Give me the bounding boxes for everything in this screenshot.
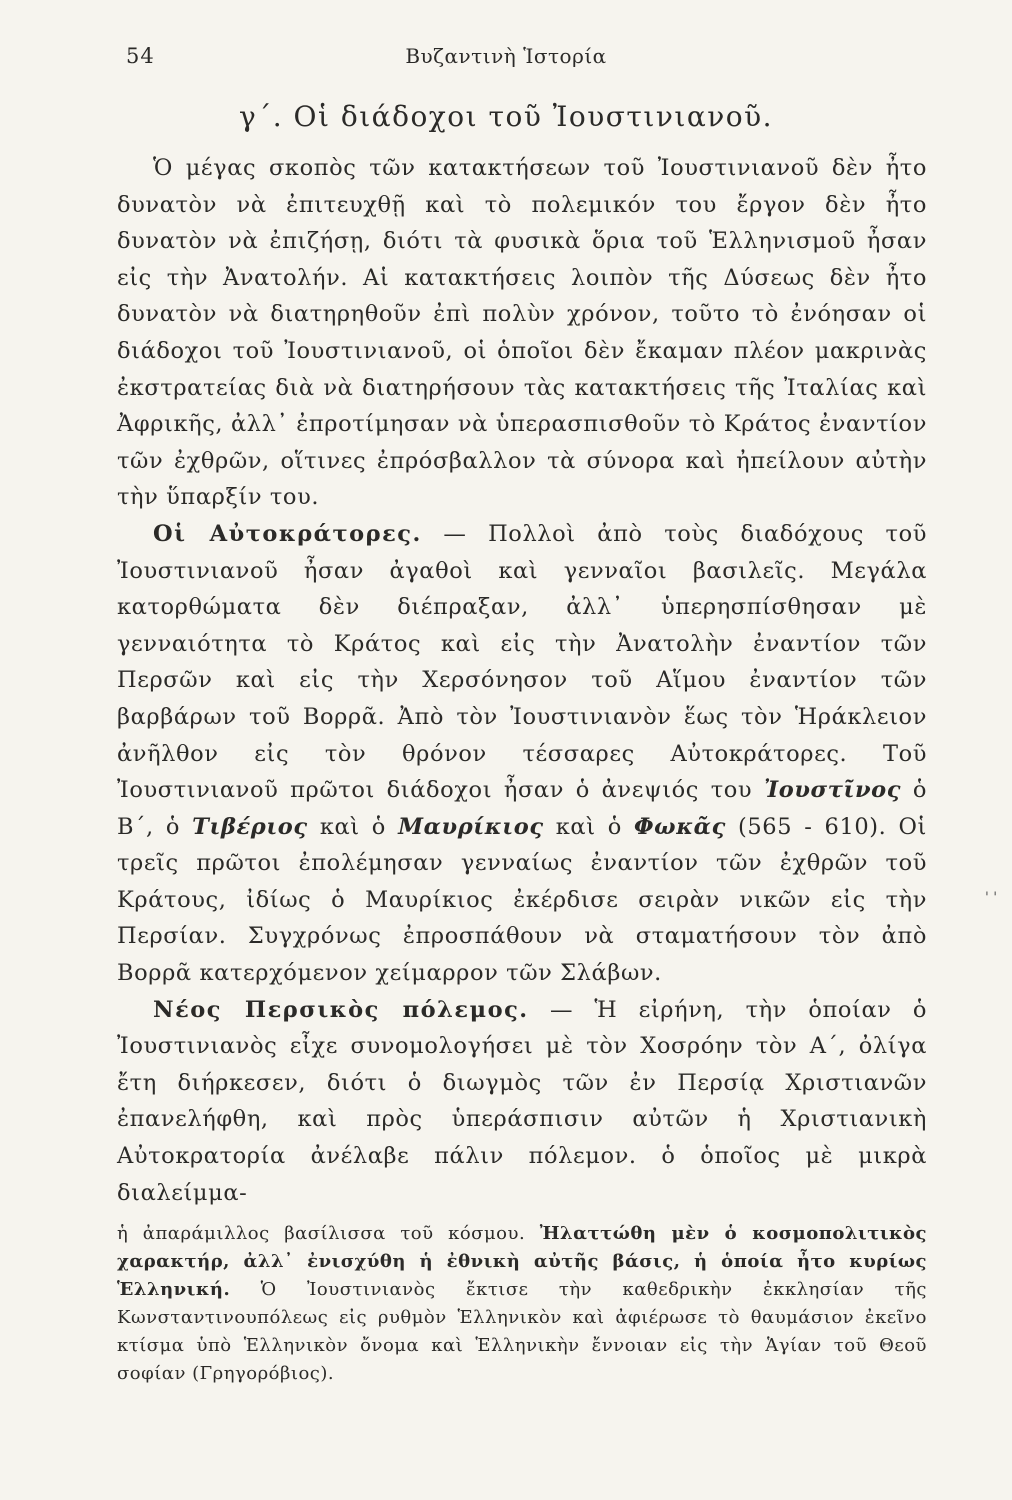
margin-mark: ' ' [985, 890, 998, 906]
paragraph-2-text-b: ὁ Β΄, ὁ [117, 777, 927, 840]
paragraph-3-text: — Ἡ εἰρήνη, τὴν ὁποίαν ὁ Ἰουστινιανὸς εἶχε συνομολογήσει μὲ τὸν Χοσρόην τὸν Α΄, ὀλίγα ἔτη διήρκεσεν, διότι ὁ διωγμὸς τῶν ἐν Περσίᾳ Χριστιανῶν ἐπανελήφθη, καὶ πρὸς ὑπεράσπισιν αὐτῶν ἡ Χριστιανικὴ Αὐτοκρατορία ἀνέλαβε πάλιν πόλεμον. ὁ ὁποῖος μὲ μικρὰ διαλείμμα- [117, 996, 927, 1206]
paragraph-2-text-c: καὶ ὁ [319, 813, 386, 840]
subheading-persian-war: Νέος Περσικὸς πόλεμος. [153, 996, 529, 1023]
name-maurice: Μαυρίκιος [398, 813, 544, 840]
page-number: 54 [126, 44, 155, 68]
paragraph-2-text-a: — Πολλοὶ ἀπὸ τοὺς διαδόχους τοῦ Ἰουστινιανοῦ ἦσαν ἀγαθοὶ καὶ γενναῖοι βασιλεῖς. Μεγάλα κατορθώματα δὲν διέπραξαν, ἀλλ᾽ ὑπερησπίσθησαν μὲ γενναιότητα τὸ Κράτος καὶ εἰς τὴν Ἀνατολὴν ἐναντίον τῶν Περσῶν καὶ εἰς τὴν Χερσόνησον τοῦ Αἵμου ἐναντίον τῶν βαρβάρων τοῦ Βορρᾶ. Ἀπὸ τὸν Ἰουστινιανὸν ἕως τὸν Ἡράκλειον ἀνῆλθον εἰς τὸν θρόνον τέσσαρες Αὐτοκράτορες. Τοῦ Ἰουστινιανοῦ πρῶτοι διάδοχοι ἦσαν ὁ ἀνεψιός του [117, 520, 927, 804]
footnote-text [117, 1220, 927, 1388]
footnote [117, 1220, 927, 1388]
paragraph-2-text-d: καὶ ὁ [555, 813, 622, 840]
paragraph-2-text-e: (565 - 610). Οἱ τρεῖς πρῶτοι ἐπολέμησαν γενναίως ἐναντίον τῶν ἐχθρῶν τοῦ Κράτους, ἰδίως ὁ Μαυρίκιος ἐκέρδισε σειρὰν νικῶν εἰς τὴν Περσίαν. Συγχρόνως ἐπροσπάθουν νὰ σταματήσουν τὸν ἀπὸ Βορρᾶ κατερχόμενον χείμαρρον τῶν Σλάβων. [117, 813, 927, 987]
running-title: Βυζαντινὴ Ἱστορία [405, 44, 607, 68]
footnote-text-c: Ὁ Ἰουστινιανὸς ἔκτισε τὴν καθεδρικὴν ἐκκλησίαν τῆς Κωνσταντινουπόλεως εἰς ρυθμὸν Ἑλληνικὸν καὶ ἀφιέρωσε τὸ θαυμάσιον ἐκεῖνο κτίσμα ὑπὸ Ἑλληνικὸν ὄνομα καὶ Ἑλληνικὴν ἔννοιαν εἰς τὴν Ἁγίαν τοῦ Θεοῦ σοφίαν (Γρηγορόβιος). [117, 1279, 927, 1384]
body-text [117, 150, 927, 1211]
name-tiberius: Τιβέριος [192, 813, 308, 840]
footnote-text-a: ἡ ἀπαράμιλλος βασίλισσα τοῦ κόσμου. [117, 1223, 526, 1244]
section-title: γ΄. Οἱ διάδοχοι τοῦ Ἰουστινιανοῦ. [238, 100, 774, 133]
paragraph-3 [117, 992, 927, 1212]
subheading-emperors: Οἱ Αὐτοκράτορες. [153, 520, 422, 547]
paragraph-2 [117, 516, 927, 992]
name-justin: Ἰουστῖνος [763, 777, 902, 804]
paragraph-1: Ὁ μέγας σκοπὸς τῶν κατακτήσεων τοῦ Ἰουστινιανοῦ δὲν ἦτο δυνατὸν νὰ ἐπιτευχθῇ καὶ τὸ πολεμικόν του ἔργον δὲν ἦτο δυνατὸν νὰ ἐπιζήσῃ, διότι τὰ φυσικὰ ὅρια τοῦ Ἑλληνισμοῦ ἦσαν εἰς τὴν Ἀνατολήν. Αἱ κατακτήσεις λοιπὸν τῆς Δύσεως δὲν ἦτο δυνατὸν νὰ διατηρηθοῦν ἐπὶ πολὺν χρόνον, τοῦτο τὸ ἐνόησαν οἱ διάδοχοι τοῦ Ἰουστινιανοῦ, οἱ ὁποῖοι δὲν ἔκαμαν πλέον μακρινὰς ἐκστρατείας διὰ νὰ διατηρήσουν τὰς κατακτήσεις τῆς Ἰταλίας καὶ Ἀφρικῆς, ἀλλ᾽ ἐπροτίμησαν νὰ ὑπερασπισθοῦν τὸ Κράτος ἐναντίον τῶν ἐχθρῶν, οἵτινες ἐπρόσβαλλον τὰ σύνορα καὶ ἠπείλουν αὐτὴν τὴν ὕπαρξίν του. [117, 155, 927, 511]
footnote-text-b: Ἠλαττώθη μὲν ὁ κοσμοπολιτικὸς χαρακτήρ, ἀλλ᾽ ἐνισχύθη ἡ ἐθνικὴ αὐτῆς βάσις, ἡ ὁποία ἦτο κυρίως Ἑλληνική. [117, 1223, 927, 1300]
page-header [0, 44, 1012, 74]
name-phocas: Φωκᾶς [633, 813, 726, 840]
